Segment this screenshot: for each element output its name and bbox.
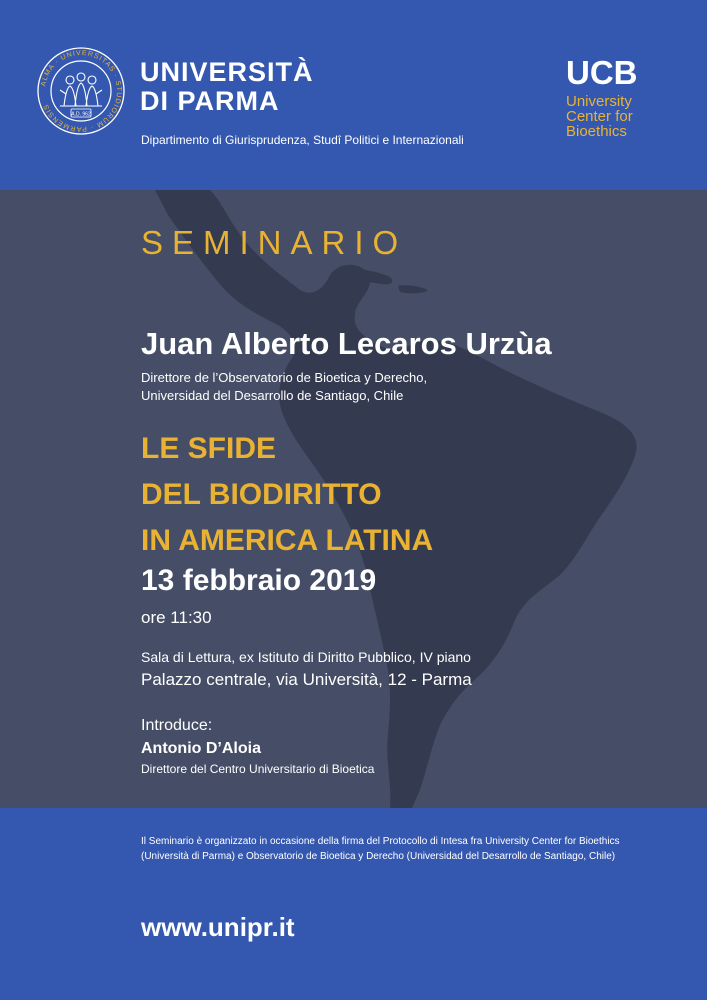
seminar-details [0,190,707,808]
event-type: SEMINARIO [141,224,408,261]
venue-address: Palazzo centrale, via Università, 12 - Parma [141,670,472,689]
footer [0,808,707,1000]
university-seal-icon [36,46,126,136]
seminar-title-line3: IN AMERICA LATINA [141,524,434,557]
ucb-line1: University [566,93,632,110]
event-date: 13 febbraio 2019 [141,564,377,597]
speaker-affiliation-line2: Universidad del Desarrollo de Santiago, Chile [141,388,404,403]
organization-note [141,834,691,864]
event-time: ore 11:30 [141,608,212,627]
header [0,0,707,190]
ucb-full-name [566,94,638,139]
department-name: Dipartimento di Giurisprudenza, Studî Politici e Internazionali [141,133,464,147]
organization-note-line1: Il Seminario è organizzato in occasione della firma del Protocollo di Intesa fra University Center for Bioethics [141,836,620,847]
seminar-title-line2: DEL BIODIRITTO [141,478,382,511]
ucb-line2: Center for [566,108,633,125]
ucb-abbreviation: UCB [566,54,638,91]
university-name-line1: UNIVERSITÀ [140,57,314,87]
seal-year: A.D. 962 [71,111,91,118]
university-name-line2: DI PARMA [140,86,280,116]
introducer-role: Direttore del Centro Universitario di Bioetica [141,762,375,776]
introduction-label: Introduce: [141,717,213,734]
speaker-affiliation [141,369,427,405]
university-name [140,58,314,116]
website-link[interactable]: www.unipr.it [141,912,295,942]
venue-room: Sala di Lettura, ex Istituto di Diritto Pubblico, IV piano [141,649,471,665]
ucb-logo [566,56,638,139]
seminar-title [141,426,433,564]
seal-text: ALMA · UNIVERSITAS · STUDIORUM · PARMENSIS [40,49,123,133]
ucb-line3: Bioethics [566,123,627,140]
introducer-name: Antonio D’Aloia [141,740,261,757]
speaker-affiliation-line1: Direttore de l’Observatorio de Bioetica y Derecho, [141,370,428,385]
main-panel [0,190,707,808]
svg-text:ALMA · UNIVERSITAS · STUDIORUM [40,50,122,132]
seminar-title-line1: LE SFIDE [141,432,277,465]
speaker-name: Juan Alberto Lecaros Urzùa [141,326,552,361]
organization-note-line2: (Università di Parma) e Observatorio de Bioetica y Derecho (Universidad del Desarrollo de Santiago, Chile) [141,851,616,862]
